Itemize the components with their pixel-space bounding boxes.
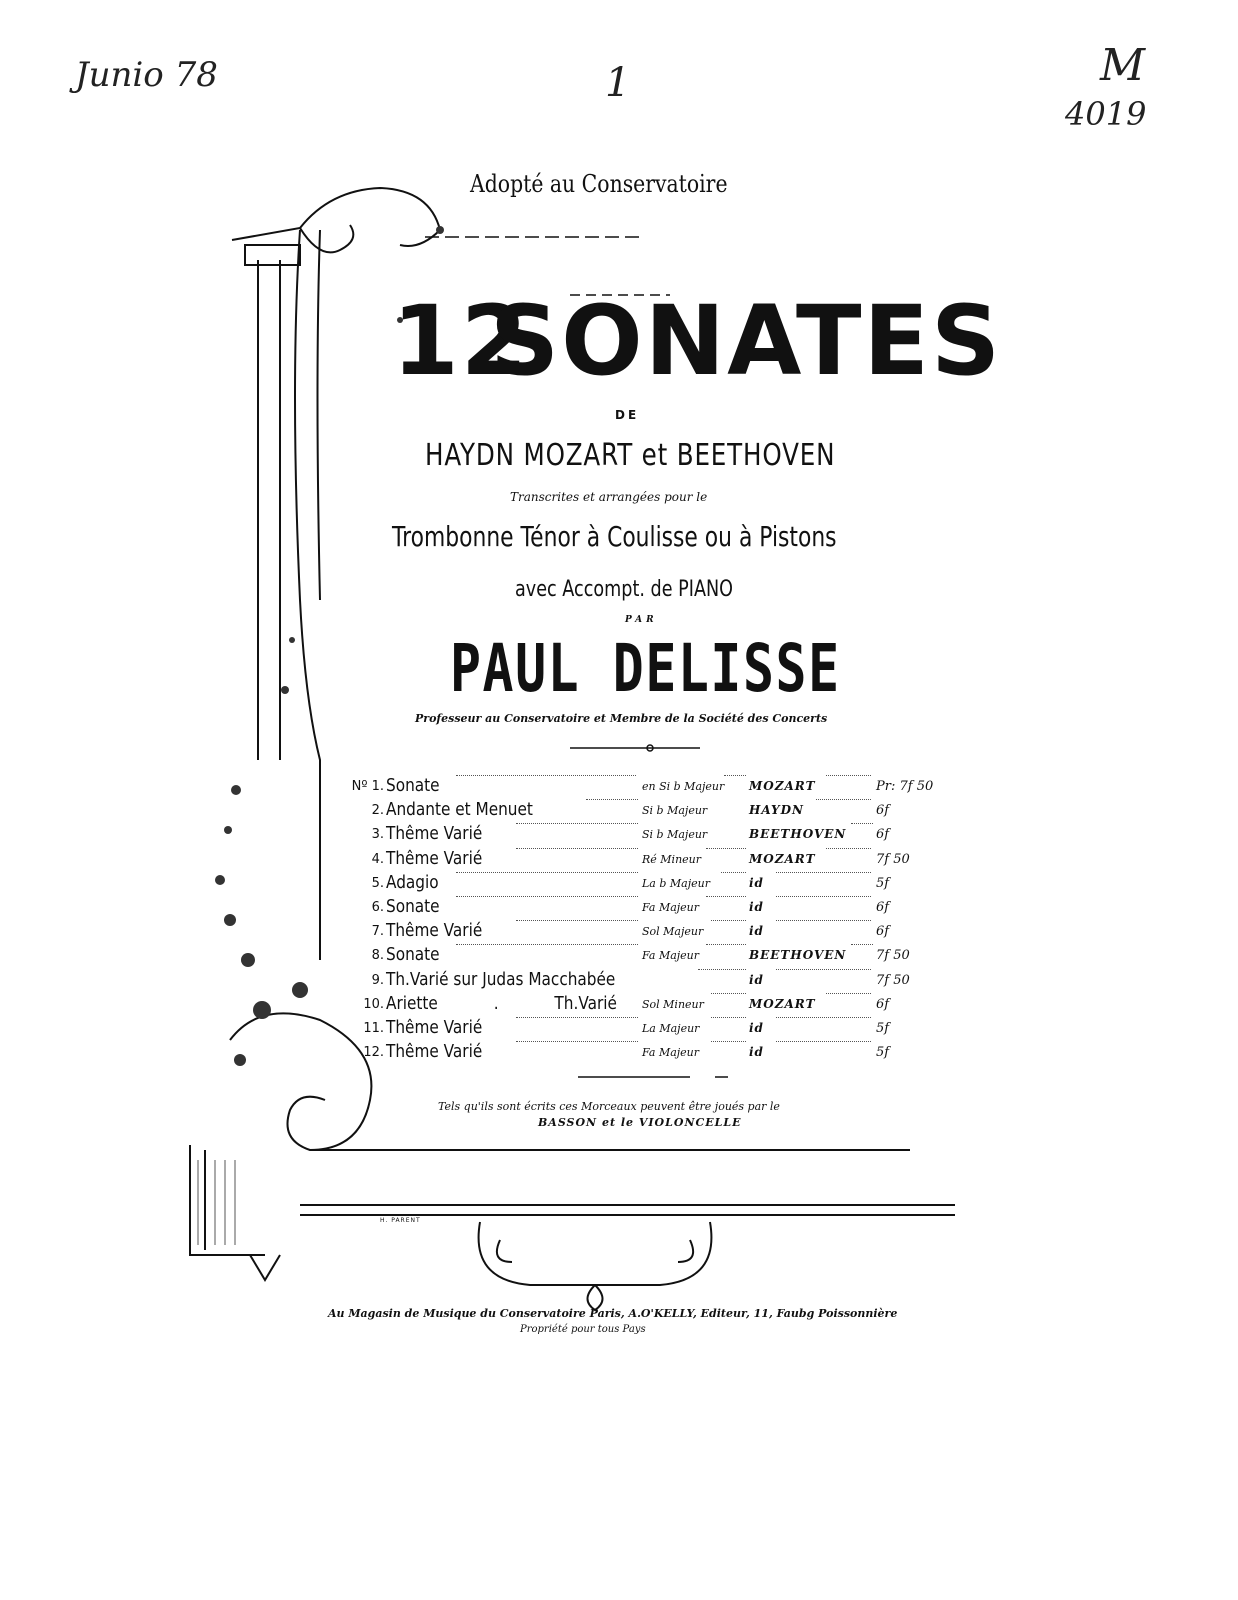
work-title: Ariette . Th.Varié <box>386 992 617 1014</box>
work-composer: MOZART <box>749 996 816 1011</box>
title-word: SONATES <box>490 285 1003 397</box>
work-key: Si b Majeur <box>642 804 708 818</box>
work-price: 6f <box>876 803 890 819</box>
work-key: Fa Majeur <box>642 900 700 914</box>
handwritten-shelf-letter: M <box>1100 40 1146 91</box>
list-item <box>346 848 946 872</box>
list-item <box>346 993 946 1017</box>
transcription-note: Transcrites et arrangées pour le <box>510 490 708 504</box>
work-composer: BEETHOVEN <box>749 827 847 842</box>
work-number: 4. <box>371 851 384 867</box>
work-price: 7f 50 <box>876 948 910 964</box>
work-title: Thême Varié <box>386 823 483 845</box>
work-title: Thême Varié <box>386 920 483 942</box>
work-number: 10. <box>363 996 384 1012</box>
work-key: La Majeur <box>642 1021 700 1035</box>
work-price: 6f <box>876 899 890 915</box>
work-composer: HAYDN <box>749 803 804 818</box>
work-price: 7f 50 <box>876 851 910 867</box>
work-title: Sonate <box>386 944 440 966</box>
work-composer: id <box>749 1020 764 1035</box>
handwritten-date: Junio 78 <box>75 55 218 95</box>
work-composer: id <box>749 1045 764 1060</box>
work-composer: id <box>749 924 764 939</box>
work-composer: id <box>749 972 764 987</box>
author-name: PAUL DELISSE <box>450 630 841 707</box>
handwritten-shelf-number: 4019 <box>1065 95 1147 133</box>
work-composer: MOZART <box>749 779 816 793</box>
work-key: en Si b Majeur <box>642 780 725 793</box>
work-price: 6f <box>876 996 890 1012</box>
work-number: 7. <box>371 924 384 940</box>
work-number: 9. <box>371 972 384 988</box>
work-key: Ré Mineur <box>642 852 702 866</box>
work-title: Adagio <box>386 871 439 893</box>
work-number: 2. <box>371 803 384 819</box>
work-key: Sol Mineur <box>642 997 704 1011</box>
instrument-line: Trombonne Ténor à Coulisse ou à Pistons <box>392 520 837 553</box>
list-item <box>346 920 946 944</box>
list-item <box>346 1041 946 1065</box>
performance-instruments: BASSON et le VIOLONCELLE <box>538 1116 742 1129</box>
adopted-conservatoire: Adopté au Conservatoire <box>470 170 728 198</box>
work-title: Thême Varié <box>386 1041 483 1063</box>
work-price: Pr: 7f 50 <box>876 779 934 794</box>
copyright-line: Propriété pour tous Pays <box>520 1324 646 1335</box>
list-item <box>346 1017 946 1041</box>
work-number: 3. <box>371 827 384 843</box>
handwritten-page-mark: 1 <box>605 60 631 106</box>
work-key: La b Majeur <box>642 876 710 890</box>
engraver-credit: H. PARENT <box>380 1217 421 1224</box>
title-number: 12 <box>392 285 530 397</box>
work-number: 6. <box>371 899 384 915</box>
work-title: Th.Varié sur Judas Macchabée <box>386 968 616 990</box>
work-title: Thême Varié <box>386 1016 483 1038</box>
list-item <box>346 896 946 920</box>
work-key: Fa Majeur <box>642 1046 700 1060</box>
work-price: 5f <box>876 1045 890 1061</box>
accompaniment-line: avec Accompt. de PIANO <box>515 577 734 602</box>
work-number: 12. <box>363 1045 384 1061</box>
list-item <box>346 944 946 968</box>
work-title: Sonate <box>386 895 440 917</box>
list-item <box>346 823 946 847</box>
work-composer: BEETHOVEN <box>749 948 847 963</box>
work-key: Si b Majeur <box>642 828 708 842</box>
list-item <box>346 969 946 993</box>
work-price: 6f <box>876 827 890 843</box>
par-label: PAR <box>625 615 658 625</box>
composers-line: HAYDN MOZART et BEETHOVEN <box>425 438 836 473</box>
work-price: 5f <box>876 875 890 891</box>
de-label: DE <box>615 408 640 422</box>
work-composer: id <box>749 875 764 890</box>
work-title: Thême Varié <box>386 847 483 869</box>
list-item <box>346 872 946 896</box>
list-item <box>346 799 946 823</box>
work-price: 7f 50 <box>876 972 910 988</box>
work-title: Sonate <box>386 775 440 796</box>
publisher-line: Au Magasin de Musique du Conservatoire Paris, A.O'KELLY, Editeur, 11, Faubg Poissonnière <box>328 1307 898 1320</box>
work-composer: id <box>749 899 764 914</box>
author-credentials: Professeur au Conservatoire et Membre de la Société des Concerts <box>415 712 828 725</box>
work-number: Nº 1. <box>351 779 384 794</box>
work-number: 8. <box>371 948 384 964</box>
performance-note: Tels qu'ils sont écrits ces Morceaux peuvent être joués par le <box>438 1100 780 1113</box>
work-composer: MOZART <box>749 851 816 866</box>
list-item <box>346 775 946 799</box>
works-list <box>346 775 946 1065</box>
work-key: Sol Majeur <box>642 925 704 939</box>
work-price: 5f <box>876 1020 890 1036</box>
work-title: Andante et Menuet <box>386 799 533 821</box>
work-price: 6f <box>876 924 890 940</box>
work-number: 11. <box>363 1020 384 1036</box>
work-number: 5. <box>371 875 384 891</box>
work-key: Fa Majeur <box>642 949 700 963</box>
